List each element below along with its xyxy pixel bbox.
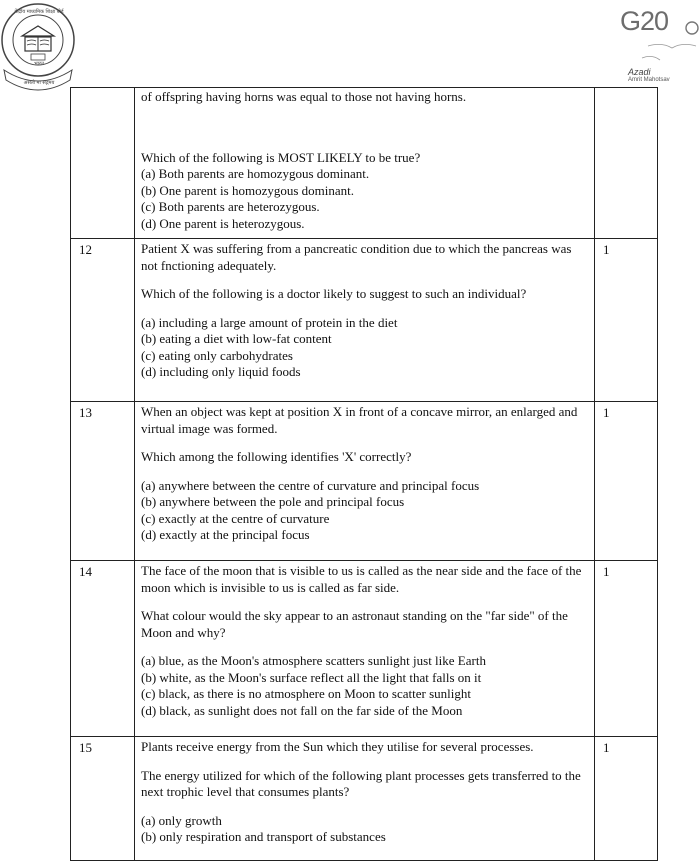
option-b: (b) eating a diet with low-fat content	[141, 331, 332, 346]
question-prompt: Which among the following identifies 'X' correctly?	[141, 449, 412, 464]
question-stem: Patient X was suffering from a pancreatic condition due to which the pancreas was not fnctioning adequately.	[141, 241, 572, 273]
question-number: 12	[71, 239, 135, 402]
option-a: (a) blue, as the Moon's atmosphere scatters sunlight just like Earth	[141, 653, 486, 668]
option-a: (a) anywhere between the centre of curvature and principal focus	[141, 477, 480, 493]
marks-value: 1	[595, 561, 658, 737]
question-number: 13	[71, 402, 135, 561]
azadi-line-1: Azadi	[628, 67, 651, 77]
question-body-cell	[135, 737, 595, 861]
option-b: (b) One parent is homozygous dominant.	[141, 182, 355, 198]
option-d: (d) One parent is heterozygous.	[141, 215, 305, 231]
question-number-cell	[71, 88, 135, 239]
emblem-top-text: केंद्रीय माध्यमिक शिक्षा बोर्ड	[14, 9, 64, 15]
question-number: 14	[71, 561, 135, 737]
question-prompt: What colour would the sky appear to an astronaut standing on the "far side" of the Moon and why?	[141, 608, 568, 640]
question-row-14	[71, 561, 658, 737]
emblem-mid-text: भारत	[34, 61, 44, 67]
marks-value: 1	[595, 239, 658, 402]
question-stem: The face of the moon that is visible to us is called as the near side and the face of the moon which is invisible to us is called as far side.	[141, 563, 582, 595]
question-body-cell	[135, 561, 595, 737]
option-c: (c) Both parents are heterozygous.	[141, 199, 320, 214]
option-a: (a) Both parents are homozygous dominant.	[141, 166, 370, 181]
option-a: (a) only growth	[141, 812, 222, 828]
question-prompt: Which of the following is MOST LIKELY to be true?	[141, 149, 421, 165]
option-b: (b) anywhere between the pole and principal focus	[141, 494, 405, 509]
question-row-12	[71, 239, 658, 402]
g20-logo-text: G20	[620, 6, 669, 36]
option-c: (c) eating only carbohydrates	[141, 347, 293, 363]
question-stem: When an object was kept at position X in front of a concave mirror, an enlarged and virtual image was formed.	[141, 404, 578, 436]
azadi-ka-amrit-mahotsav-logo	[628, 68, 670, 84]
option-d: (d) black, as sunlight does not fall on the far side of the Moon	[141, 702, 463, 718]
question-prompt: Which of the following is a doctor likely to suggest to such an individual?	[141, 286, 527, 301]
question-row-13	[71, 402, 658, 561]
question-body-cell	[135, 402, 595, 561]
azadi-line-2: Amrit Mahotsav	[628, 77, 670, 83]
option-b: (b) only respiration and transport of substances	[141, 829, 386, 844]
option-b: (b) white, as the Moon's surface reflect all the light that falls on it	[141, 669, 482, 685]
question-row-continuation	[71, 88, 658, 239]
marks-value: 1	[595, 402, 658, 561]
question-body-cell	[135, 88, 595, 239]
option-c: (c) exactly at the centre of curvature	[141, 510, 330, 526]
question-number: 15	[71, 737, 135, 861]
option-d: (d) exactly at the principal focus	[141, 527, 310, 542]
question-stem: Plants receive energy from the Sun which they utilise for several processes.	[141, 739, 534, 754]
marks-value: 1	[595, 737, 658, 861]
question-table	[70, 87, 658, 861]
option-a: (a) including a large amount of protein in the diet	[141, 314, 398, 330]
question-prompt: The energy utilized for which of the following plant processes gets transferred to the next trophic level that consumes plants?	[141, 767, 581, 799]
option-d: (d) including only liquid foods	[141, 364, 301, 379]
question-body-cell	[135, 239, 595, 402]
question-stem: of offspring having horns was equal to those not having horns.	[141, 89, 467, 104]
emblem-ribbon-text: असतो मा सद्गमय	[23, 80, 55, 86]
question-row-15	[71, 737, 658, 861]
option-c: (c) black, as there is no atmosphere on Moon to scatter sunlight	[141, 686, 471, 701]
marks-cell	[595, 88, 658, 239]
